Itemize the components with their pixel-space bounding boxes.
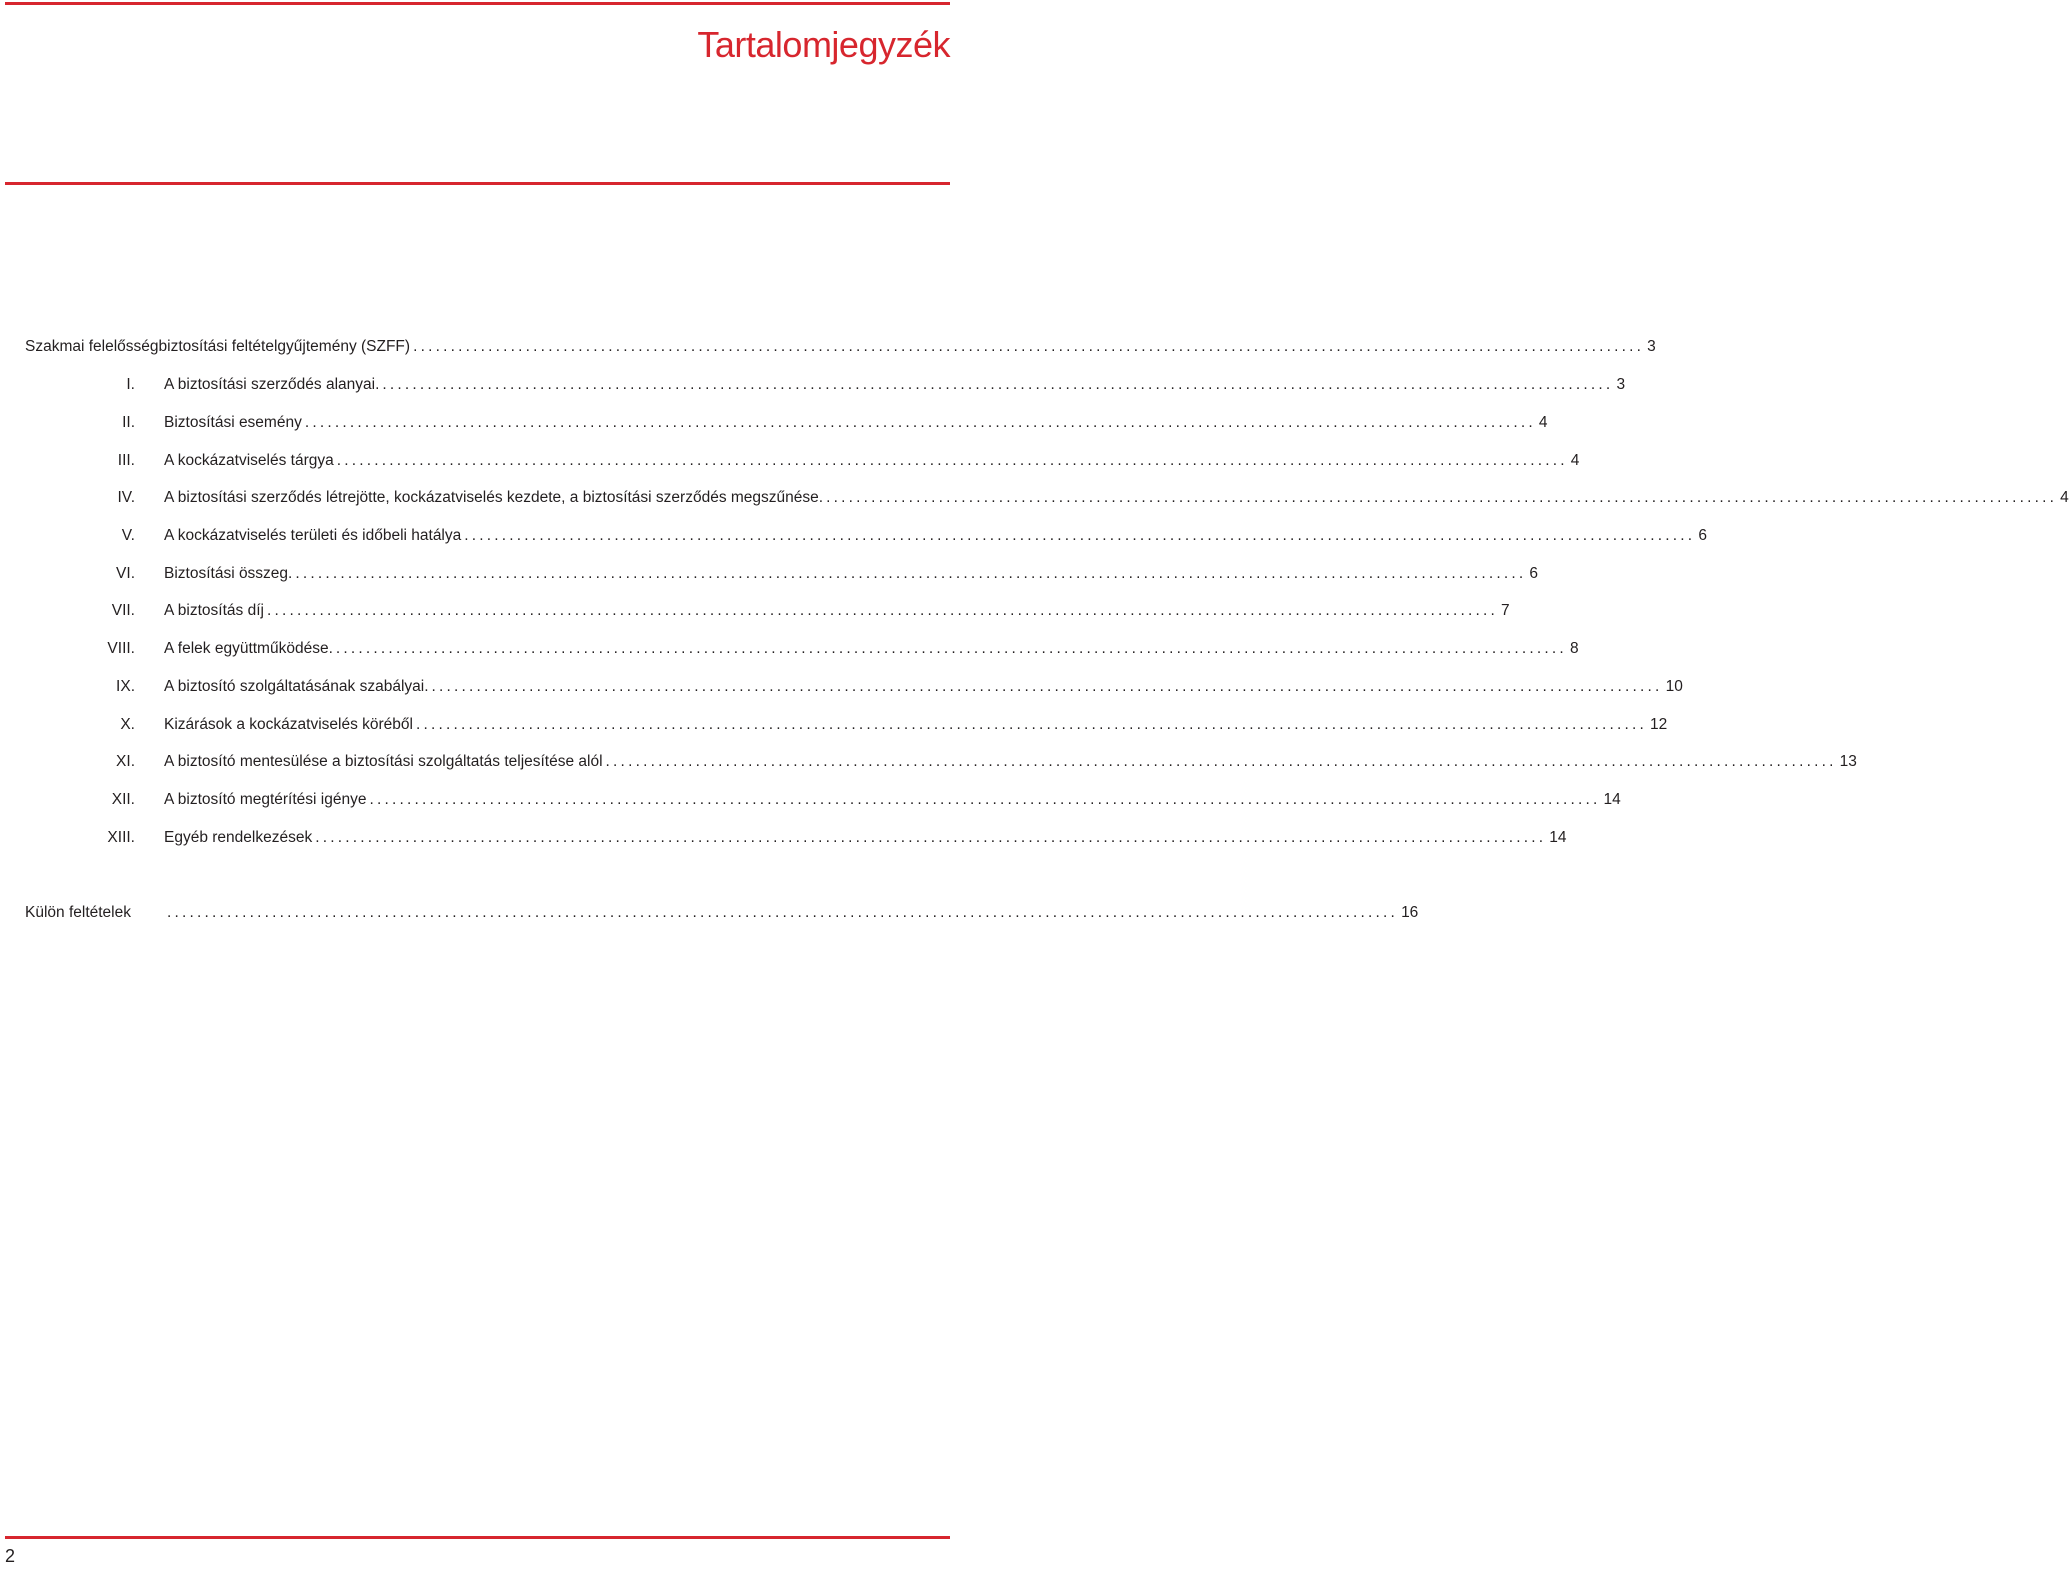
- toc-entry-label: Külön feltételek: [25, 904, 131, 921]
- toc-entry-page: 16: [1401, 904, 1419, 921]
- toc-leader: ....................................................................................................................................................................: [167, 904, 1399, 921]
- toc-entry-number: XIII.: [107, 829, 135, 846]
- toc-entry[interactable]: [25, 600, 1510, 622]
- toc-entry-page: 4: [2060, 489, 2069, 506]
- toc-entry[interactable]: [25, 525, 1707, 547]
- toc-entry-label: A biztosító mentesülése a biztosítási szolgáltatás teljesítése alól: [164, 753, 603, 770]
- toc-entry-page: 14: [1549, 829, 1567, 846]
- toc-entry-number: IX.: [116, 678, 135, 695]
- toc-entry-number: III.: [117, 452, 135, 469]
- toc-entry-main[interactable]: [25, 336, 1656, 358]
- toc-entry-label: A kockázatviselés tárgya: [164, 452, 334, 469]
- toc-entry-number: X.: [120, 716, 135, 733]
- toc-entry[interactable]: [25, 789, 1621, 811]
- toc-entry-page: 4: [1538, 414, 1548, 431]
- toc-entry-number: VII.: [111, 602, 135, 619]
- toc-entry[interactable]: [25, 450, 1580, 472]
- toc-entry-page: 10: [1665, 678, 1683, 695]
- toc-entry[interactable]: [25, 563, 1539, 585]
- toc-leader: ....................................................................................................................................................................: [431, 678, 1663, 695]
- toc-entry-number: XII.: [111, 791, 135, 808]
- toc-leader: ....................................................................................................................................................................: [335, 640, 1567, 657]
- toc-entry-page: 3: [1647, 338, 1656, 355]
- toc-entry-page: 6: [1529, 565, 1539, 582]
- toc-entry-number: IV.: [117, 489, 135, 506]
- toc-entry[interactable]: [25, 827, 1567, 849]
- header-rule: [5, 182, 950, 185]
- toc-entry[interactable]: [25, 374, 1626, 396]
- toc-entry-label: A biztosítási szerződés létrejötte, kockázatviselés kezdete, a biztosítási szerződés megszűnése.: [164, 489, 824, 506]
- toc-entry-number: VIII.: [107, 640, 135, 657]
- toc-leader: ....................................................................................................................................................................: [369, 791, 1601, 808]
- toc-entry-label: Biztosítási összeg.: [164, 565, 293, 582]
- toc-leader: ....................................................................................................................................................................: [464, 527, 1696, 544]
- toc-leader: ....................................................................................................................................................................: [295, 565, 1527, 582]
- toc-entry-label: Szakmai felelősségbiztosítási feltételgyűjtemény (SZFF): [25, 338, 411, 355]
- toc-entry-label: A biztosítás díj: [164, 602, 264, 619]
- toc-entry-label: Egyéb rendelkezések: [164, 829, 313, 846]
- toc-leader: ....................................................................................................................................................................: [415, 716, 1648, 733]
- toc-entry-page: 14: [1603, 791, 1621, 808]
- toc-entry[interactable]: [25, 751, 1857, 773]
- toc-entry-label: A biztosítási szerződés alanyai.: [164, 376, 380, 393]
- toc-entry-appendix[interactable]: [25, 902, 1419, 924]
- toc-entry[interactable]: [25, 412, 1548, 434]
- toc-entry-number: I.: [126, 376, 135, 393]
- toc-entry-label: A biztosító megtérítési igénye: [164, 791, 367, 808]
- toc-leader: ....................................................................................................................................................................: [304, 414, 1536, 431]
- toc-entry[interactable]: [25, 638, 1579, 660]
- toc-leader: ....................................................................................................................................................................: [266, 602, 1499, 619]
- page-number: 2: [5, 1546, 16, 1566]
- toc-entry-page: 8: [1569, 640, 1579, 657]
- toc-entry[interactable]: [25, 714, 1668, 736]
- toc-entry-label: Biztosítási esemény: [164, 414, 302, 431]
- toc-entry[interactable]: [25, 487, 2069, 509]
- top-rule: [5, 2, 950, 5]
- toc-entry-page: 13: [1839, 753, 1857, 770]
- toc-leader: ....................................................................................................................................................................: [315, 829, 1547, 846]
- toc-entry-number: XI.: [116, 753, 135, 770]
- toc-entry-number: II.: [122, 414, 135, 431]
- toc-entry-number: V.: [121, 527, 135, 544]
- toc-entry-label: A biztosító szolgáltatásának szabályai.: [164, 678, 429, 695]
- toc-leader: ....................................................................................................................................................................: [336, 452, 1568, 469]
- toc-leader: ....................................................................................................................................................................: [382, 376, 1614, 393]
- toc-entry-page: 6: [1698, 527, 1707, 544]
- toc-entry-page: 12: [1650, 716, 1668, 733]
- toc-entry-number: VI.: [116, 565, 135, 582]
- toc-entry-page: 7: [1501, 602, 1510, 619]
- toc-leader: ....................................................................................................................................................................: [826, 489, 2058, 506]
- toc-entry-page: 3: [1616, 376, 1626, 393]
- toc-leader: ....................................................................................................................................................................: [413, 338, 1645, 355]
- page-title: Tartalomjegyzék: [697, 24, 950, 65]
- toc-entry[interactable]: [25, 676, 1683, 698]
- toc-entry-label: A kockázatviselés területi és időbeli hatálya: [164, 527, 462, 544]
- toc-entry-label: A felek együttműködése.: [164, 640, 333, 657]
- footer-rule: [5, 1536, 950, 1539]
- toc-entry-label: Kizárások a kockázatviselés köréből: [164, 716, 413, 733]
- toc-leader: ....................................................................................................................................................................: [605, 753, 1837, 770]
- toc-entry-page: 4: [1570, 452, 1580, 469]
